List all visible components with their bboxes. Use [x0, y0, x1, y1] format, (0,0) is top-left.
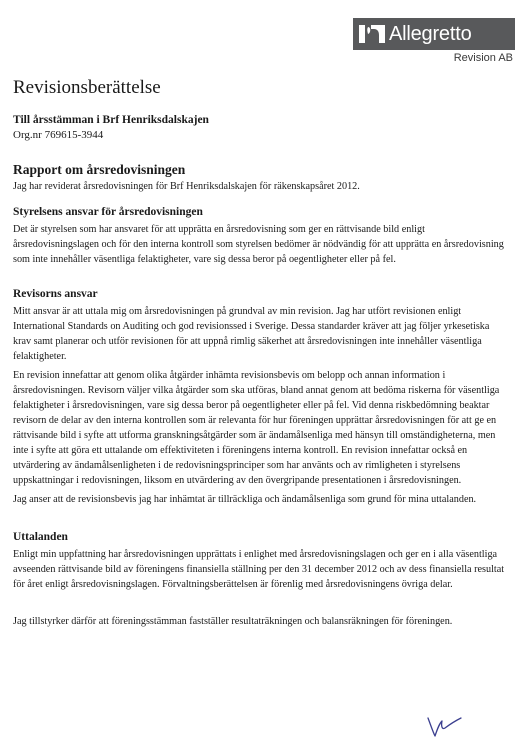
logo-subtitle: Revision AB [453, 52, 513, 64]
statements-paragraph: Enligt min uppfattning har årsredovisningen upprättats i enlighet med årsredovisningslagen och ger en i alla väsentliga avseenden rättvisande bild av föreningens finansiella ställning per den 31 december 2012 och av dess finansiella resultat för året enligt årsredovisningslagen. Förvaltningsberättelsen är förenlig med årsredovisningens övriga delar. [13, 549, 505, 590]
report-heading: Rapport om årsredovisningen [13, 162, 186, 177]
statements-heading: Uttalanden [13, 531, 68, 543]
note-mark-icon [357, 21, 387, 47]
company-logo [353, 18, 515, 66]
audit-report [13, 76, 510, 629]
org-number: Org.nr 769615-3944 [13, 129, 104, 141]
board-responsibility-heading: Styrelsens ansvar för årsredovisningen [13, 206, 203, 218]
document-title: Revisionsberättelse [13, 77, 161, 98]
addressee: Till årsstämman i Brf Henriksdalskajen [13, 114, 209, 126]
board-paragraph: Det är styrelsen som har ansvaret för att upprätta en årsredovisning som ger en rättvisande bild enligt årsredovisningslagen och för den interna kontroll som styrelsen bedömer är nödvändig för att upprätta en årsredovisning som inte innehåller väsentliga felaktigheter, vare sig dessa beror på oegentligheter eller på fel. [13, 224, 504, 265]
logo-bar [353, 18, 515, 50]
auditor-paragraph: Mitt ansvar är att uttala mig om årsredovisningen på grundval av min revision. Jag har utfört revisionen enligt International Standards on Auditing och god revisionssed i Sverige. Dessa standarder kräver att jag följer yrkesetiska krav samt planerar och utför revisionen för att uppnå rimlig säkerhet att årsredovisningen inte innehåller väsentliga felaktigheter. [13, 306, 490, 362]
auditor-paragraph: En revision innefattar att genom olika åtgärder inhämta revisionsbevis om belopp och annan information i årsredovisningen. Revisorn väljer vilka åtgärder som ska utföras, bland annat genom att bedöma riskerna för väsentliga felaktigheter i årsredovisningen, vare sig dessa beror på oegentligheter eller på fel. Vid denna riskbedömning beaktar revisorn de delar av den interna kontrollen som är relevanta för hur föreningen upprättar årsredovisningen för att ge en rättvisande bild i syfte att utforma granskningsåtgärder som är ändamålsenliga med hänsyn till omständigheterna, men inte i syfte att göra ett uttalande om effektiviteten i föreningens interna kontroll. En revision innefattar också en utvärdering av ändamålsenligheten i de redovisningsprinciper som har använts och av rimligheten i styrelsens uppskattningar i redovisningen, liksom en utvärdering av den övergripande presentationen i årsredovisningen. [13, 370, 500, 486]
auditor-paragraph: Jag anser att de revisionsbevis jag har inhämtat är tillräckliga och ändamålsenliga som grund för mina uttalanden. [13, 494, 477, 505]
signature-initials [425, 712, 465, 740]
report-intro: Jag har reviderat årsredovisningen för Brf Henriksdalskajen för räkenskapsåret 2012. [13, 181, 360, 192]
logo-brand-name: Allegretto [389, 23, 472, 45]
auditor-responsibility-heading: Revisorns ansvar [13, 288, 98, 300]
recommendation-paragraph: Jag tillstyrker därför att föreningsstämman fastställer resultaträkningen och balansräkningen för föreningen. [13, 616, 453, 627]
